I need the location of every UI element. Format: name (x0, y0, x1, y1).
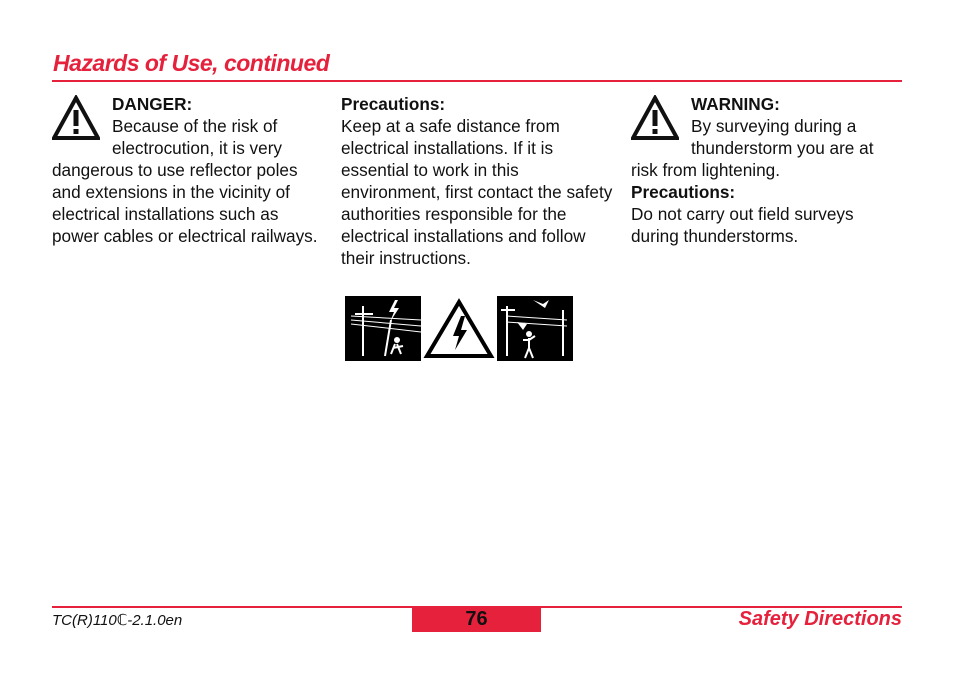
warning-label: WARNING: (691, 94, 780, 114)
section-title: Safety Directions (738, 608, 902, 630)
danger-column (52, 93, 322, 247)
document-id: TC(R)110ℂ-2.1.0en (52, 612, 183, 629)
warning-precautions-label: Precautions: (631, 182, 736, 202)
header-divider (52, 80, 902, 82)
hazard-pictogram (345, 296, 573, 361)
warning-precautions-text: Do not carry out field surveys during thunderstorms. (631, 204, 854, 246)
precautions-label: Precautions: (341, 94, 446, 114)
warning-triangle-icon (631, 95, 679, 145)
precautions-column (341, 93, 616, 269)
precautions-text: Keep at a safe distance from electrical installations. If it is essential to work in this environment, first contact the safety authorities responsible for the electrical installations and follow their instructions. (341, 116, 613, 268)
warning-triangle-icon (52, 95, 100, 145)
page-number: 76 (412, 607, 541, 632)
warning-column (631, 93, 901, 247)
power-line-pole-icon (345, 296, 421, 361)
page-title: Hazards of Use, continued (53, 50, 330, 76)
danger-label: DANGER: (112, 94, 193, 114)
person-lightning-icon (497, 296, 573, 361)
high-voltage-icon (421, 296, 497, 361)
danger-text: Because of the risk of electrocution, it is very dangerous to use reflector poles and extensions in the vicinity of electrical installations such as power cables or electrical railways. (52, 116, 318, 246)
warning-text: By surveying during a thunderstorm you are at risk from lightening. (631, 116, 874, 180)
